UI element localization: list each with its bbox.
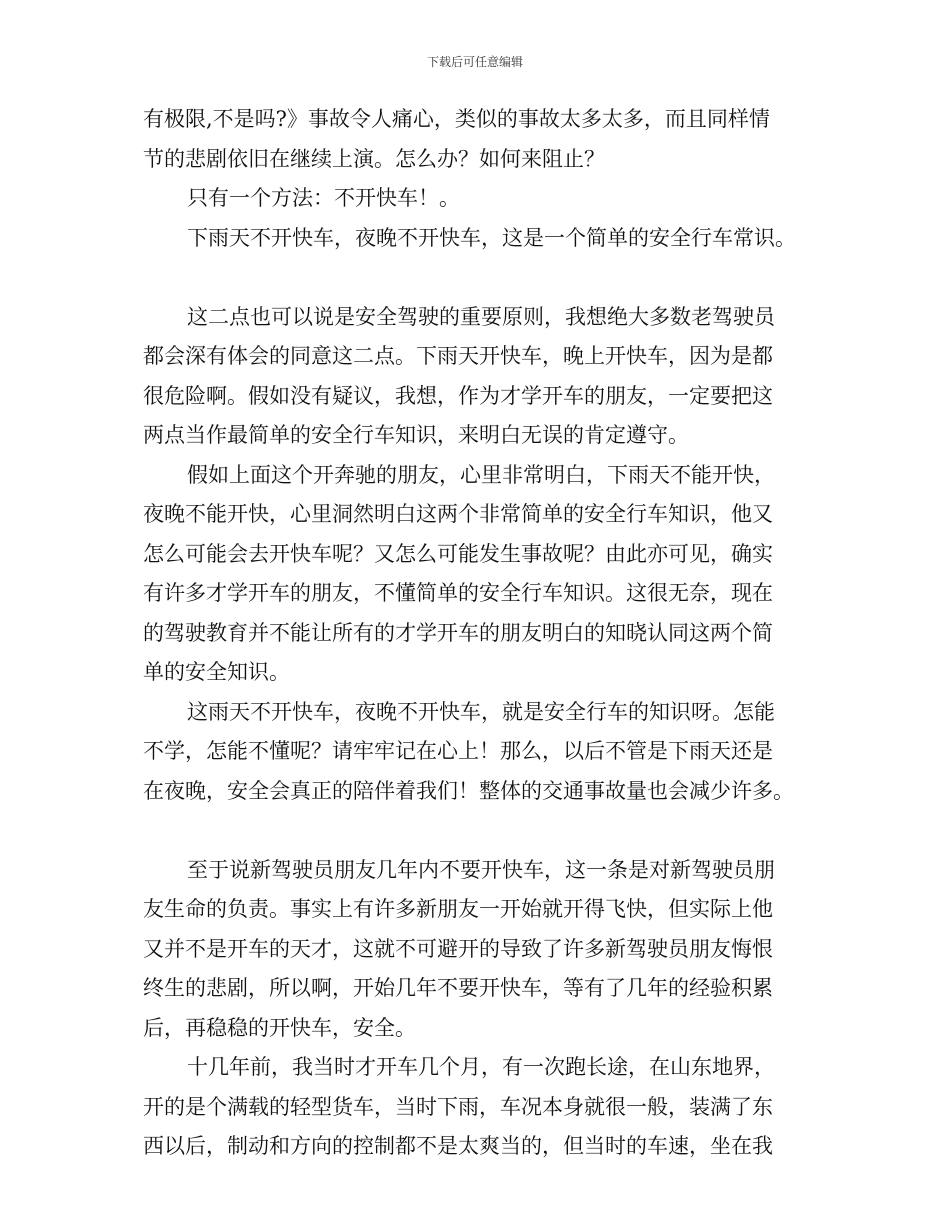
text-line: 十几年前，我当时才开车几个月，有一次跑长途，在山东地界， [187,1055,775,1079]
page-header: 下载后可任意编辑 [426,55,523,69]
document-body [143,100,803,1167]
text-line: 开的是个满载的轻型货车，当时下雨，车况本身就很一般，装满了东 [143,1094,773,1119]
text-line: 西以后，制动和方向的控制都不是太爽当的，但当时的车速，坐在我 [143,1134,773,1158]
text-line: 下雨天不开快车，夜晚不开快车，这是一个简单的安全行车常识。 [187,225,796,250]
text-line: 节的悲剧依旧在继续上演。怎么办？如何来阻止？ [143,146,605,171]
text-line: 怎么可能会去开快车呢？又怎么可能发生事故呢？由此亦可见，确实 [143,541,773,566]
text-line: 后，再稳稳的开快车，安全。 [143,1015,416,1040]
text-line: 有许多才学开车的朋友，不懂简单的安全行车知识。这很无奈，现在 [143,581,773,605]
text-line: 的驾驶教育并不能让所有的才学开车的朋友明白的知晓认同这两个简 [143,620,773,645]
text-line: 两点当作最简单的安全行车知识，来明白无误的肯定遵守。 [143,423,689,447]
text-line: 这二点也可以说是安全驾驶的重要原则，我想绝大多数老驾驶员 [187,304,775,329]
text-line: 假如上面这个开奔驰的朋友，心里非常明白，下雨天不能开快， [187,462,775,487]
text-line: 终生的悲剧，所以啊，开始几年不要开快车，等有了几年的经验积累 [143,976,773,1000]
text-line: 至于说新驾驶员朋友几年内不要开快车，这一条是对新驾驶员朋 [187,857,775,882]
text-line: 只有一个方法：不开快车！。 [187,186,460,210]
text-line: 在夜晚，安全会真正的陪伴着我们！整体的交通事故量也会减少许多。 [143,778,794,803]
text-line: 友生命的负责。事实上有许多新朋友一开始就开得飞快，但实际上他 [143,897,773,921]
text-line: 单的安全知识。 [143,660,290,684]
text-line: 很危险啊。假如没有疑议，我想，作为才学开车的朋友，一定要把这 [143,383,773,408]
text-line: 有极限,不是吗?》事故令人痛心，类似的事故太多太多，而且同样情 [143,107,770,131]
text-line: 不学，怎能不懂呢？请牢牢记在心上！那么，以后不管是下雨天还是 [143,739,773,763]
text-line: 又并不是开车的天才，这就不可避开的导致了许多新驾驶员朋友悔恨 [143,936,773,961]
text-line: 夜晚不能开快，心里洞然明白这两个非常简单的安全行车知识，他又 [143,502,773,526]
blank-line [143,258,803,298]
blank-line [143,811,803,851]
text-line: 都会深有体会的同意这二点。下雨天开快车，晚上开快车，因为是都 [143,344,773,368]
text-line: 这雨天不开快车，夜晚不开快车，就是安全行车的知识呀。怎能 [187,699,775,724]
